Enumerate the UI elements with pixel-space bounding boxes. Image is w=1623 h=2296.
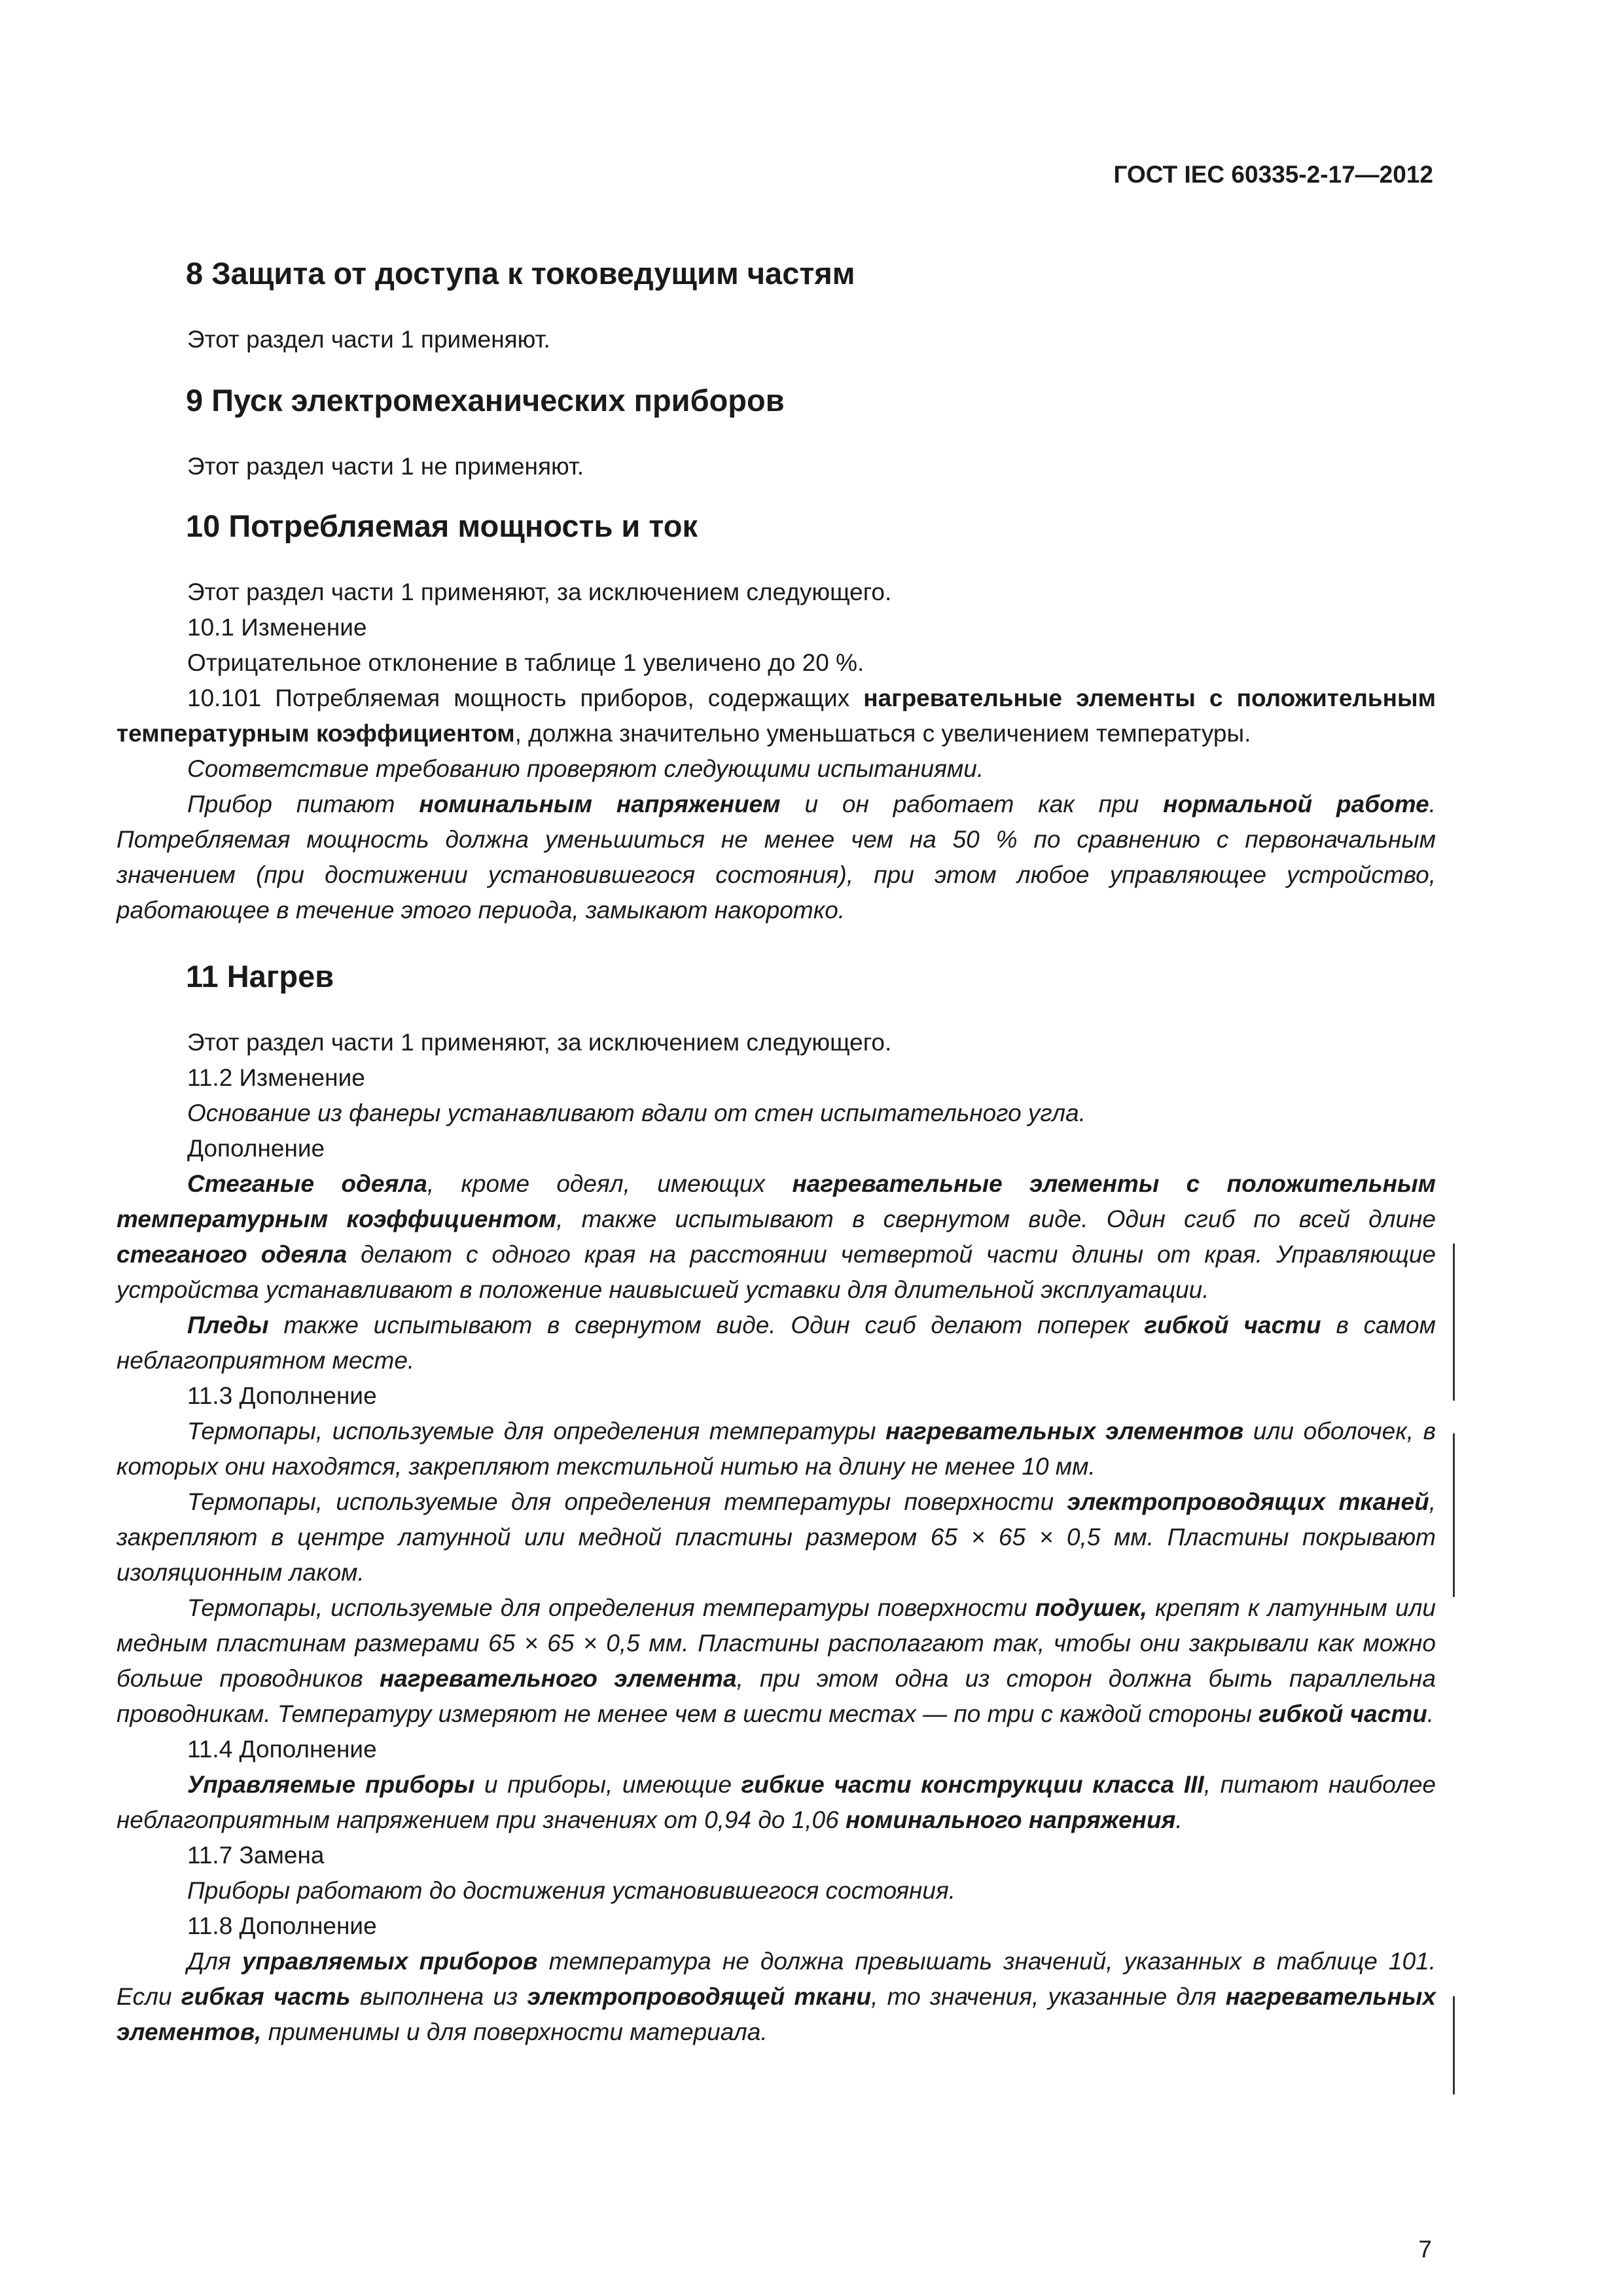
thermocouples-pads: Термопары, используемые для определения температуры поверхности подушек, крепят к латунным или медным пластинам размерами 65 × 65 × 0,5 мм. Пластины располагают так, чтобы они закрывали как можно больше проводников нагревательного элемента, при этом одна из сторон должна быть параллельна проводникам. Температуру измеряют не менее чем в шести местах — по три с каждой стороны гибкой части. xyxy=(116,1594,1436,1727)
section-11-intro: Этот раздел части 1 применяют, за исключением следующего. xyxy=(187,1029,892,1056)
throws-paragraph: Пледы также испытывают в свернутом виде. Один сгиб делают поперек гибкой части в самом неблагоприятном месте. xyxy=(116,1312,1436,1374)
change-bar xyxy=(1453,1433,1455,1597)
test-procedure: Прибор питают номинальным напряжением и он работает как при нормальной работе. Потребляемая мощность должна уменьшиться не менее чем на 50 % по сравнению с первоначальным значением (при достижении установившегося состояния), при этом любое управляющее устройство, работающее в течение этого периода, замыкают накоротко. xyxy=(116,791,1436,924)
change-bar xyxy=(1453,1244,1455,1401)
section-10-intro: Этот раздел части 1 применяют, за исключением следующего. xyxy=(187,579,892,605)
page-content xyxy=(116,229,1436,2050)
clause-11-3: 11.3 Дополнение xyxy=(187,1382,377,1409)
section-10-title: 10 Потребляемая мощность и ток xyxy=(186,509,698,543)
clause-10-101: 10.101 Потребляемая мощность приборов, содержащих нагревательные элементы с положительным температурным коэффициентом, должна значительно уменьшаться с увеличением температуры. xyxy=(116,685,1436,747)
change-bar xyxy=(1453,1996,1455,2094)
section-8-text: Этот раздел части 1 применяют. xyxy=(187,326,550,353)
thermocouples-heating-elements: Термопары, используемые для определения температуры нагревательных элементов или оболочек, в которых они находятся, закрепляют текстильной нитью на длину не менее 10 мм. xyxy=(116,1418,1436,1480)
compliance-statement: Соответствие требованию проверяют следующими испытаниями. xyxy=(187,755,984,782)
thermocouples-conductive-fabric: Термопары, используемые для определения температуры поверхности электропроводящих тканей, закрепляют в центре латунной или медной пластины размером 65 × 65 × 0,5 мм. Пластины покрывают изоляционным лаком. xyxy=(116,1488,1436,1586)
clause-11-8-text: Для управляемых приборов температура не должна превышать значений, указанных в таблице 101. Если гибкая часть выполнена из электропроводящей ткани, то значения, указанные для нагревательных элементов, применимы и для поверхности материала. xyxy=(116,1948,1436,2045)
section-11-title: 11 Нагрев xyxy=(186,959,334,994)
document-id: ГОСТ IEC 60335-2-17—2012 xyxy=(1113,161,1433,188)
quilts-paragraph: Стеганые одеяла, кроме одеял, имеющих нагревательные элементы с положительным температурным коэффициентом, также испытывают в свернутом виде. Один сгиб по всей длине стеганого одеяла делают с одного края на расстоянии четвертой части длины от края. Управляющие устройства устанавливают в положение наивысшей уставки для длительной эксплуатации. xyxy=(116,1170,1436,1303)
section-8-title: 8 Защита от доступа к токоведущим частям xyxy=(186,256,855,291)
clause-11-2-text: Основание из фанеры устанавливают вдали от стен испытательного угла. xyxy=(187,1100,1086,1126)
clause-11-4: 11.4 Дополнение xyxy=(187,1736,377,1763)
addition-label: Дополнение xyxy=(187,1135,325,1162)
clause-11-7: 11.7 Замена xyxy=(187,1842,325,1869)
clause-10-1-text: Отрицательное отклонение в таблице 1 увеличено до 20 %. xyxy=(187,649,865,676)
controlled-appliances-voltage: Управляемые приборы и приборы, имеющие гибкие части конструкции класса III, питают наиболее неблагоприятным напряжением при значениях от 0,94 до 1,06 номинального напряжения. xyxy=(116,1771,1436,1833)
page-number: 7 xyxy=(1418,2236,1432,2263)
section-9-title: 9 Пуск электромеханических приборов xyxy=(186,383,785,418)
clause-11-8: 11.8 Дополнение xyxy=(187,1912,377,1939)
section-9-text: Этот раздел части 1 не применяют. xyxy=(187,453,584,480)
clause-11-7-text: Приборы работают до достижения установившегося состояния. xyxy=(187,1877,956,1904)
clause-11-2: 11.2 Изменение xyxy=(187,1064,365,1091)
clause-10-1: 10.1 Изменение xyxy=(187,614,367,641)
